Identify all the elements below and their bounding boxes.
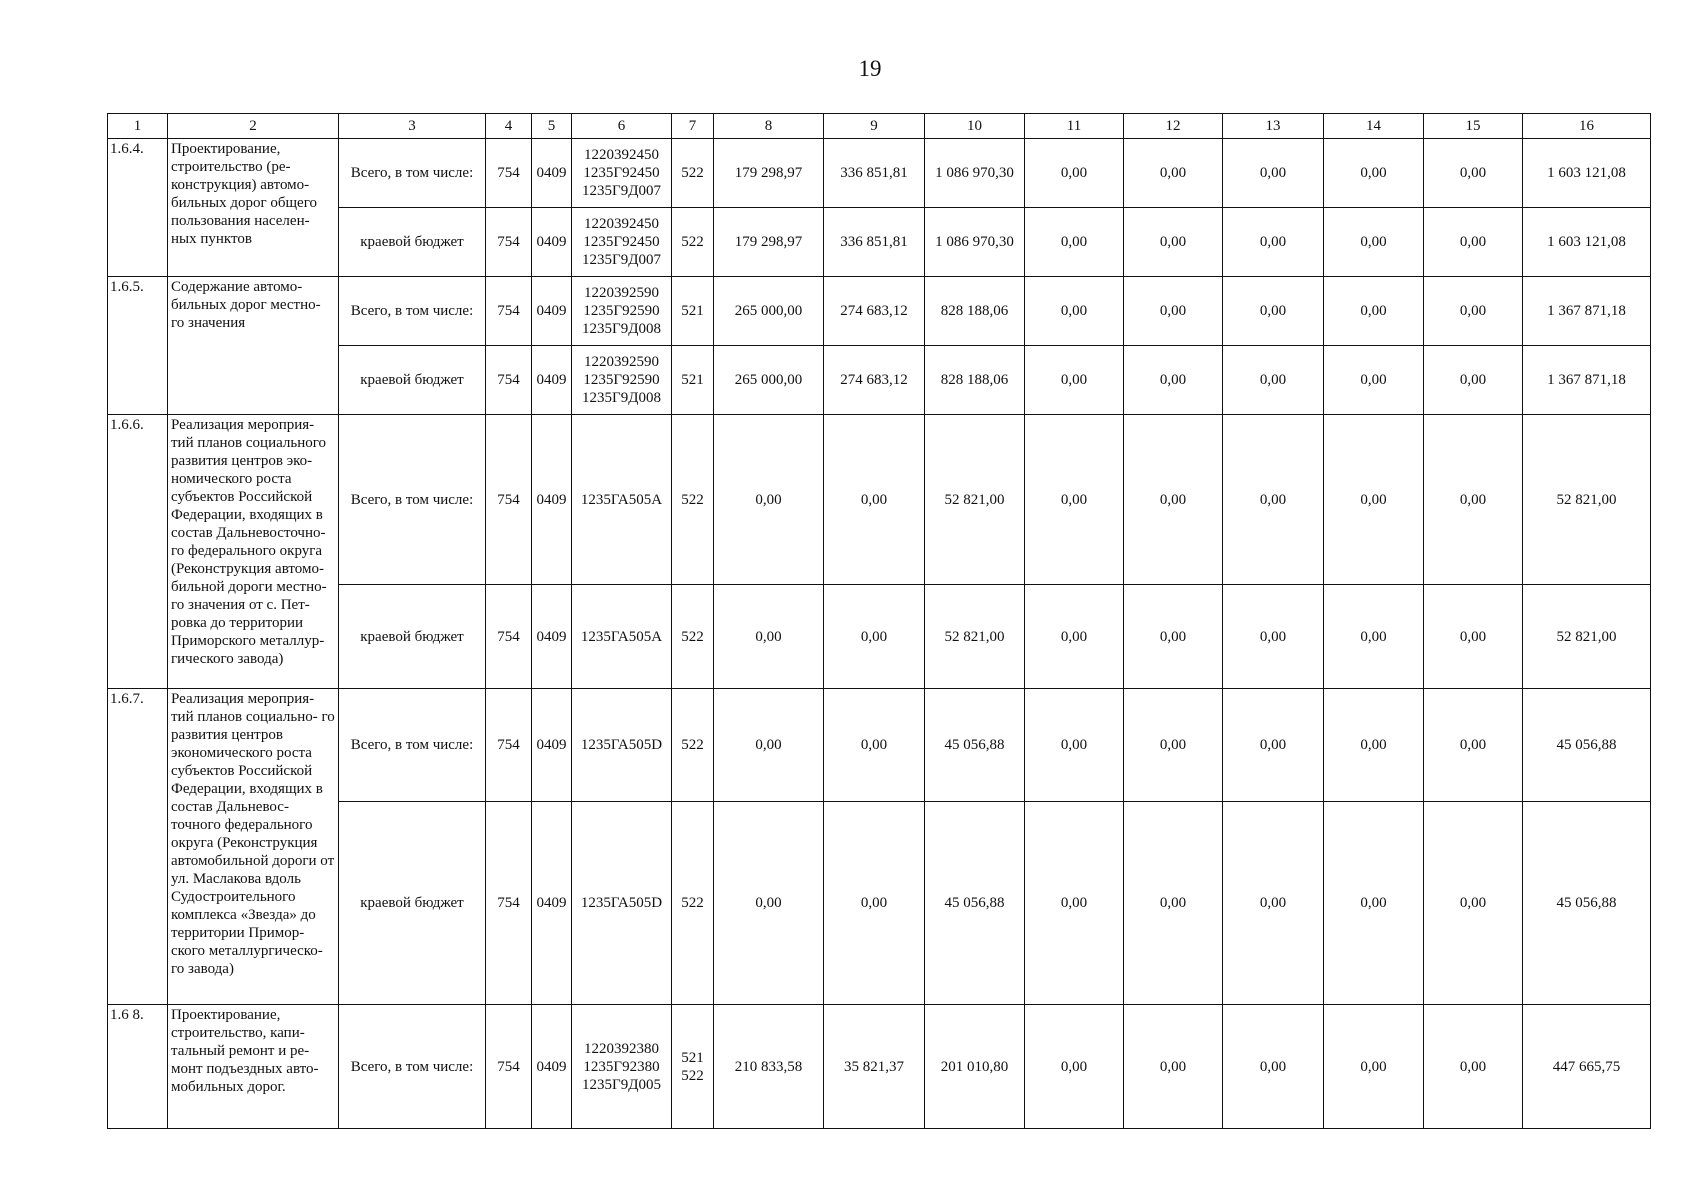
cell-c11: 0,00 [1025,689,1124,802]
cell-c15: 0,00 [1424,208,1523,277]
cell-c8: 0,00 [714,415,824,585]
cell-c12: 0,00 [1124,585,1223,689]
cell-c14: 0,00 [1324,802,1424,1005]
cell-c4: 754 [486,689,532,802]
column-header: 3 [339,114,486,139]
cell-c15: 0,00 [1424,689,1523,802]
cell-c11: 0,00 [1025,139,1124,208]
cell-c6 [572,139,672,208]
cell-c16: 45 056,88 [1523,802,1651,1005]
cell-c10: 45 056,88 [925,689,1025,802]
cell-c9: 274 683,12 [824,346,925,415]
item-name: Реализация мероприя- тий планов социально- го развития центров экономического роста субъектов Российской Федерации, входящих в состав Дальневос- точного федерального округа (Реконструкция автомобильной дороги от ул. Маслакова вдоль Судостроительного комплекса «Звезда» до территории Примор- ского металлургическо- го завода) [168,689,339,1005]
cell-c7: 522 [672,208,714,277]
column-header: 5 [532,114,572,139]
cell-c16: 1 367 871,18 [1523,277,1651,346]
target-codes: 1220392450 1235Г92450 1235Г9Д007 [582,216,661,268]
cell-c7: 521 [672,277,714,346]
funding-source: Всего, в том числе: [339,689,486,802]
cell-c8: 0,00 [714,802,824,1005]
cell-c12: 0,00 [1124,346,1223,415]
expense-codes: 521 522 [681,1049,704,1084]
cell-c4: 754 [486,802,532,1005]
cell-c13: 0,00 [1223,208,1324,277]
table-row [108,277,1651,346]
column-header: 13 [1223,114,1324,139]
cell-c15: 0,00 [1424,139,1523,208]
cell-c9: 336 851,81 [824,139,925,208]
budget-table [107,113,1651,1129]
cell-c6 [572,585,672,689]
column-header: 8 [714,114,824,139]
cell-c12: 0,00 [1124,1005,1223,1129]
cell-c11: 0,00 [1025,585,1124,689]
cell-c7: 522 [672,139,714,208]
cell-c10: 45 056,88 [925,802,1025,1005]
item-name: Реализация мероприя- тий планов социального развития центров эко- номического роста субъектов Российской Федерации, входящих в состав Дальневосточно- го федерального округа (Реконструкция автомо- бильной дороги местно- го значения от с. Пет- ровка до территории Приморского металлур- гического завода) [168,415,339,689]
cell-c5: 0409 [532,689,572,802]
cell-c10: 52 821,00 [925,585,1025,689]
cell-c15: 0,00 [1424,277,1523,346]
header-row [108,114,1651,139]
cell-c7: 522 [672,585,714,689]
cell-c14: 0,00 [1324,208,1424,277]
item-number: 1.6 8. [108,1005,168,1129]
target-codes: 1220392590 1235Г92590 1235Г9Д008 [582,354,661,406]
column-header: 10 [925,114,1025,139]
target-codes: 1235ГА505А [580,628,663,645]
column-header: 6 [572,114,672,139]
cell-c16: 45 056,88 [1523,689,1651,802]
cell-c10: 201 010,80 [925,1005,1025,1129]
cell-c14: 0,00 [1324,689,1424,802]
funding-source: Всего, в том числе: [339,1005,486,1129]
item-number: 1.6.6. [108,415,168,689]
item-number: 1.6.5. [108,277,168,415]
cell-c16: 447 665,75 [1523,1005,1651,1129]
cell-c15: 0,00 [1424,802,1523,1005]
cell-c6 [572,1005,672,1129]
cell-c4: 754 [486,277,532,346]
item-name: Проектирование, строительство, капи- тальный ремонт и ре- монт подъездных авто- мобильных дорог. [168,1005,339,1129]
cell-c13: 0,00 [1223,585,1324,689]
cell-c7: 522 [672,689,714,802]
cell-c9: 0,00 [824,802,925,1005]
cell-c14: 0,00 [1324,585,1424,689]
cell-c12: 0,00 [1124,415,1223,585]
funding-source: краевой бюджет [339,208,486,277]
cell-c14: 0,00 [1324,277,1424,346]
funding-source: краевой бюджет [339,802,486,1005]
cell-c10: 52 821,00 [925,415,1025,585]
cell-c5: 0409 [532,802,572,1005]
cell-c14: 0,00 [1324,1005,1424,1129]
funding-source: краевой бюджет [339,346,486,415]
cell-c8: 265 000,00 [714,346,824,415]
cell-c6 [572,346,672,415]
cell-c10: 1 086 970,30 [925,139,1025,208]
cell-c5: 0409 [532,277,572,346]
cell-c15: 0,00 [1424,585,1523,689]
cell-c8: 0,00 [714,689,824,802]
cell-c4: 754 [486,139,532,208]
cell-c8: 265 000,00 [714,277,824,346]
cell-c9: 35 821,37 [824,1005,925,1129]
cell-c13: 0,00 [1223,346,1324,415]
cell-c13: 0,00 [1223,415,1324,585]
cell-c16: 52 821,00 [1523,585,1651,689]
table-row [108,1005,1651,1129]
target-codes: 1235ГА505А [580,491,663,508]
cell-c12: 0,00 [1124,277,1223,346]
cell-c16: 1 603 121,08 [1523,139,1651,208]
funding-source: Всего, в том числе: [339,415,486,585]
table-row [108,346,1651,415]
target-codes: 1235ГА505D [580,737,663,753]
cell-c9: 0,00 [824,415,925,585]
table-row [108,139,1651,208]
cell-c6 [572,802,672,1005]
column-header: 7 [672,114,714,139]
cell-c6 [572,208,672,277]
cell-c6 [572,689,672,802]
table-row [108,585,1651,689]
cell-c5: 0409 [532,208,572,277]
column-header: 1 [108,114,168,139]
cell-c16: 1 603 121,08 [1523,208,1651,277]
cell-c4: 754 [486,415,532,585]
cell-c6 [572,415,672,585]
column-header: 2 [168,114,339,139]
cell-c14: 0,00 [1324,415,1424,585]
cell-c13: 0,00 [1223,1005,1324,1129]
cell-c9: 336 851,81 [824,208,925,277]
table-row [108,802,1651,1005]
cell-c9: 0,00 [824,689,925,802]
cell-c10: 828 188,06 [925,277,1025,346]
cell-c16: 1 367 871,18 [1523,346,1651,415]
cell-c12: 0,00 [1124,689,1223,802]
cell-c4: 754 [486,1005,532,1129]
cell-c11: 0,00 [1025,802,1124,1005]
cell-c13: 0,00 [1223,139,1324,208]
item-name: Содержание автомо- бильных дорог местно- го значения [168,277,339,415]
cell-c7 [672,1005,714,1129]
cell-c11: 0,00 [1025,415,1124,585]
cell-c11: 0,00 [1025,346,1124,415]
cell-c5: 0409 [532,1005,572,1129]
cell-c13: 0,00 [1223,802,1324,1005]
cell-c12: 0,00 [1124,802,1223,1005]
cell-c4: 754 [486,208,532,277]
target-codes: 1220392450 1235Г92450 1235Г9Д007 [582,147,661,199]
cell-c16: 52 821,00 [1523,415,1651,585]
table-row [108,208,1651,277]
column-header: 4 [486,114,532,139]
item-number: 1.6.4. [108,139,168,277]
cell-c15: 0,00 [1424,415,1523,585]
cell-c7: 522 [672,802,714,1005]
cell-c8: 0,00 [714,585,824,689]
cell-c5: 0409 [532,415,572,585]
cell-c6 [572,277,672,346]
cell-c5: 0409 [532,585,572,689]
funding-source: Всего, в том числе: [339,139,486,208]
cell-c9: 0,00 [824,585,925,689]
cell-c11: 0,00 [1025,208,1124,277]
cell-c5: 0409 [532,139,572,208]
cell-c8: 210 833,58 [714,1005,824,1129]
funding-source: краевой бюджет [339,585,486,689]
cell-c11: 0,00 [1025,1005,1124,1129]
cell-c13: 0,00 [1223,277,1324,346]
column-header: 16 [1523,114,1651,139]
target-codes: 1220392590 1235Г92590 1235Г9Д008 [582,285,661,337]
cell-c10: 1 086 970,30 [925,208,1025,277]
cell-c14: 0,00 [1324,139,1424,208]
cell-c8: 179 298,97 [714,208,824,277]
table-row [108,689,1651,802]
cell-c12: 0,00 [1124,208,1223,277]
target-codes: 1235ГА505D [580,895,663,911]
item-name: Проектирование, строительство (ре- конструкция) автомо- бильных дорог общего пользования населен- ных пунктов [168,139,339,277]
funding-source: Всего, в том числе: [339,277,486,346]
cell-c10: 828 188,06 [925,346,1025,415]
cell-c11: 0,00 [1025,277,1124,346]
column-header: 12 [1124,114,1223,139]
table-row [108,415,1651,585]
column-header: 11 [1025,114,1124,139]
cell-c9: 274 683,12 [824,277,925,346]
cell-c8: 179 298,97 [714,139,824,208]
cell-c7: 522 [672,415,714,585]
cell-c4: 754 [486,585,532,689]
column-header: 9 [824,114,925,139]
cell-c5: 0409 [532,346,572,415]
cell-c15: 0,00 [1424,346,1523,415]
column-header: 15 [1424,114,1523,139]
cell-c4: 754 [486,346,532,415]
item-number: 1.6.7. [108,689,168,1005]
cell-c12: 0,00 [1124,139,1223,208]
cell-c13: 0,00 [1223,689,1324,802]
target-codes: 1220392380 1235Г92380 1235Г9Д005 [582,1040,661,1093]
cell-c14: 0,00 [1324,346,1424,415]
page-number: 19 [858,56,882,81]
column-header: 14 [1324,114,1424,139]
cell-c15: 0,00 [1424,1005,1523,1129]
cell-c7: 521 [672,346,714,415]
